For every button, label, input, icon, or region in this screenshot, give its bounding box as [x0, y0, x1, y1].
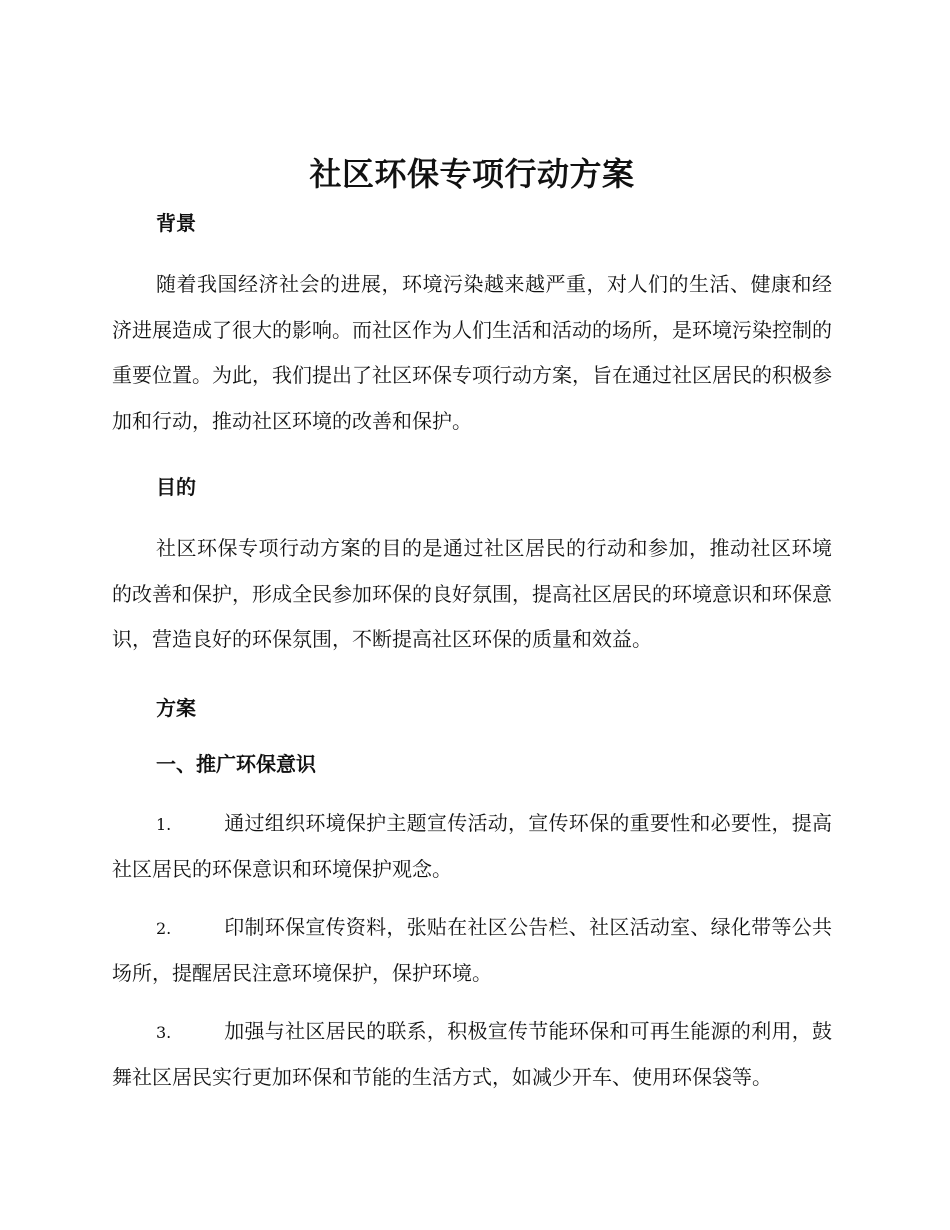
list-item-number: 1. [156, 814, 172, 834]
section-heading-goal: 目的 [156, 475, 196, 499]
section-heading-plan: 方案 [156, 695, 196, 720]
document-title: 社区环保专项行动方案 [309, 155, 635, 193]
list-item [112, 1009, 832, 1101]
list-item [112, 801, 832, 893]
list-item-text: 通过组织环境保护主题宣传活动，宣传环保的重要性和必要性，提高社区居民的环保意识和环境保护观念。 [112, 810, 832, 881]
list-item-text: 加强与社区居民的联系，积极宣传节能环保和可再生能源的利用，鼓舞社区居民实行更加环保和节能的生活方式，如减少开车、使用环保袋等。 [112, 1018, 832, 1089]
list-item-text: 印制环保宣传资料，张贴在社区公告栏、社区活动室、绿化带等公共场所，提醒居民注意环境保护，保护环境。 [112, 914, 832, 985]
subsection-heading-awareness: 一、推广环保意识 [156, 751, 316, 776]
list-item-number: 3. [156, 1022, 172, 1042]
list-item [112, 905, 832, 997]
list-item-number: 2. [156, 918, 172, 938]
paragraph-background: 随着我国经济社会的进展，环境污染越来越严重，对人们的生活、健康和经济进展造成了很大的影响。而社区作为人们生活和活动的场所，是环境污染控制的重要位置。为此，我们提出了社区环保专项行动方案，旨在通过社区居民的积极参加和行动，推动社区环境的改善和保护。 [112, 272, 832, 433]
paragraph-goal: 社区环保专项行动方案的目的是通过社区居民的行动和参加，推动社区环境的改善和保护，形成全民参加环保的良好氛围，提高社区居民的环境意识和环保意识，营造良好的环保氛围，不断提高社区环保的质量和效益。 [112, 536, 832, 651]
section-heading-background: 背景 [156, 211, 196, 235]
